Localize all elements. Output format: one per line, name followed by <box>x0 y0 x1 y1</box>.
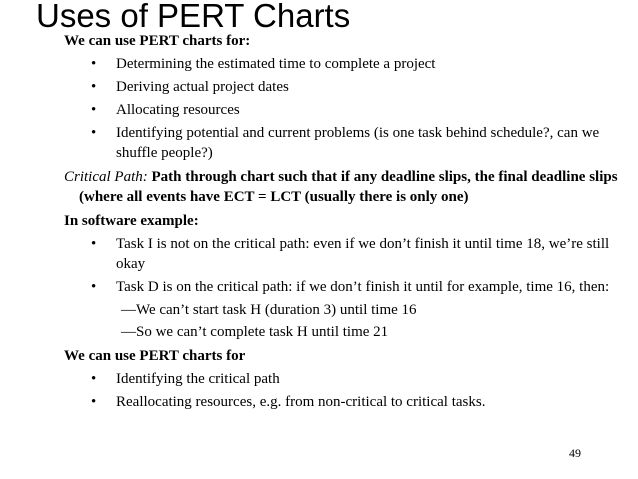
list-item-text: Identifying the critical path <box>116 371 280 387</box>
bullet-icon: • <box>91 371 97 387</box>
section1-list <box>64 54 630 163</box>
sub-item: —So we can’t complete task H until time 21 <box>121 324 389 340</box>
critical-path-definition <box>64 167 630 207</box>
section3-heading: We can use PERT charts for <box>64 348 246 364</box>
list-item-text: Determining the estimated time to complete a project <box>116 56 436 72</box>
list-item <box>64 369 630 389</box>
list-item-text: Task D is on the critical path: if we don’t finish it until for example, time 16, then: <box>116 279 610 295</box>
list-item-text: Allocating resources <box>116 102 240 118</box>
bullet-icon: • <box>91 394 97 410</box>
slide-title: Uses of PERT Charts <box>36 0 351 34</box>
bullet-icon: • <box>91 236 97 252</box>
list-item <box>64 123 630 163</box>
bullet-icon: • <box>91 102 97 118</box>
bullet-icon: • <box>91 79 97 95</box>
section1-heading: We can use PERT charts for: <box>64 33 251 49</box>
page-number: 49 <box>569 446 581 460</box>
bullet-icon: • <box>91 125 97 141</box>
list-item-text: Reallocating resources, e.g. from non-critical to critical tasks. <box>116 394 486 410</box>
list-item <box>64 77 630 97</box>
bullet-icon: • <box>91 279 97 295</box>
list-item-text: Task I is not on the critical path: even if we don’t finish it until time 18, we’re still okay <box>116 236 610 272</box>
list-item <box>64 234 630 274</box>
section2-heading: In software example: <box>64 213 199 229</box>
critical-path-text: Path through chart such that if any deadline slips, the final deadline slips (where all events have ECT = LCT (usually there is only one) <box>79 169 618 205</box>
section2-list <box>64 234 630 297</box>
list-item <box>64 100 630 120</box>
slide-body <box>64 31 630 415</box>
sub-item: —We can’t start task H (duration 3) until time 16 <box>121 302 417 318</box>
list-item-text: Identifying potential and current problems (is one task behind schedule?, can we shuffle people?) <box>116 125 600 161</box>
list-item <box>64 392 630 412</box>
bullet-icon: • <box>91 56 97 72</box>
list-item <box>64 54 630 74</box>
section3-list <box>64 369 630 412</box>
list-item-text: Deriving actual project dates <box>116 79 289 95</box>
list-item <box>64 277 630 297</box>
critical-path-label: Critical Path: <box>64 169 148 185</box>
